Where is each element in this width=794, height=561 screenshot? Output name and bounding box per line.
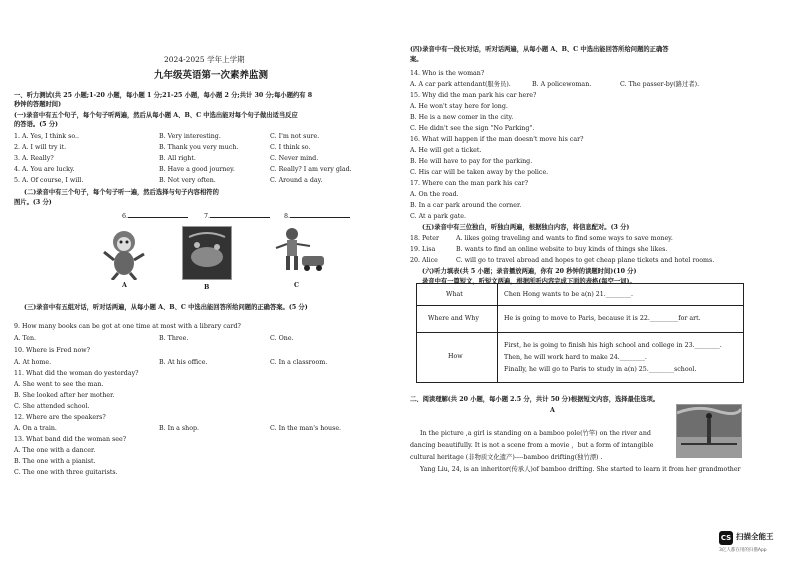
list-item: B. A policewoman.: [532, 81, 592, 88]
list-item: B. All right.: [159, 155, 196, 162]
reading-heading: 二、阅读理解(共 20 小题，每小题 2.5 分，共计 50 分)根据短文内容，选择最佳选项。: [410, 396, 660, 403]
section2-instr-2: 图片。(3 分): [14, 199, 52, 206]
table-cell: He is going to move to Paris, because it is 22._________for art.: [504, 315, 701, 322]
match-item: B. wants to find an online website to buy kinds of things she likes.: [456, 246, 668, 253]
list-item: A. He won't stay here for long.: [410, 103, 508, 110]
list-item: A. At home.: [14, 359, 52, 366]
cs-logo-icon: CS: [719, 531, 733, 545]
match-item: 18. Peter: [410, 235, 439, 242]
pic-num-7: 7.: [204, 211, 270, 221]
list-item: B. She looked after her mother.: [14, 392, 115, 399]
passage-line: In the picture ,a girl is standing on a bamboo pole(竹竿) on the river and: [420, 430, 651, 437]
list-item: C. He didn't see the sign "No Parking".: [410, 125, 535, 132]
match-item: 19. Lisa: [410, 246, 436, 253]
list-item: C. The passer-by(路过者).: [620, 81, 700, 88]
scanner-watermark: [719, 531, 779, 555]
list-item: B. Thank you very much.: [159, 144, 239, 151]
list-item: A. On the road.: [410, 191, 459, 198]
list-item: C. One.: [270, 335, 294, 342]
page-title: 九年级英语第一次素养监测: [154, 70, 269, 81]
list-item: 2. A. I will try it.: [14, 144, 67, 151]
section6-instr-2: 录音中有一篇短文，听短文两遍，根据所听内容完成下面的表格(每空一词)。: [422, 278, 636, 285]
question-17: 17. Where can the man park his car?: [410, 180, 529, 187]
passage-line: cultural heritage (非物质文化遗产)----bamboo drifting(独竹漂) .: [410, 454, 603, 461]
school-year: 2024-2025 学年上学期: [164, 55, 245, 64]
match-item: A. likes going traveling and wants to find some ways to save money.: [456, 235, 673, 242]
table-divider: [416, 332, 743, 333]
list-item: B. The one with a pianist.: [14, 458, 96, 465]
section5-instr: (五)录音中有三位独白，听独白两遍，根据独白内容，将信息配对。(3 分): [422, 224, 630, 231]
section4-instr: (四)录音中有一段长对话，听对话两遍，从每小题 A、B、C 中选出能回答所给问题的正确答: [410, 46, 669, 53]
section4-instr-2: 案。: [410, 56, 423, 63]
table-cell: Finally, he will go to Paris to study in a(n) 25.________school.: [504, 366, 697, 373]
list-item: B. Three.: [159, 335, 189, 342]
watermark-app: 扫描全能王: [736, 532, 774, 541]
list-item: B. Have a good journey.: [159, 166, 235, 173]
table-divider: [416, 305, 743, 306]
table-cell: What: [446, 291, 463, 298]
list-item: B. At his office.: [159, 359, 208, 366]
list-item: B. Very interesting.: [159, 133, 221, 140]
pic-label-a: A: [122, 282, 127, 289]
question-15: 15. Why did the man park his car here?: [410, 92, 537, 99]
question-16: 16. What will happen if the man doesn't move his car?: [410, 136, 584, 143]
pic-num-8: 8.: [284, 211, 350, 221]
passage-label: A: [550, 407, 555, 414]
table-cell: How: [448, 353, 463, 360]
question-11: 11. What did the woman do yesterday?: [14, 370, 139, 377]
list-item: C. Never mind.: [270, 155, 319, 162]
table-cell: Then, he will work hard to make 24.________.: [504, 354, 647, 361]
list-item: A. The one with a dancer.: [14, 447, 96, 454]
question-13: 13. What band did the woman see?: [14, 436, 127, 443]
passage-line: dancing beautifully. It is not a scene from a movie ，but a form of intangible: [410, 442, 654, 449]
list-item: B. He will have to pay for the parking.: [410, 158, 533, 165]
list-item: B. In a car park around the corner.: [410, 202, 522, 209]
list-item: C. In a classroom.: [270, 359, 328, 366]
question-9: 9. How many books can be got at one time at most with a library card?: [14, 323, 241, 330]
question-14: 14. Who is the woman?: [410, 70, 485, 77]
match-item: C. will go to travel abroad and hopes to get cheap plane tickets and hotel rooms.: [456, 257, 715, 264]
list-item: C. Around a day.: [270, 177, 323, 184]
section1-instr-2: 的答语。(5 分): [14, 121, 59, 128]
bamboo-drifting-photo: [676, 404, 742, 458]
list-item: C. His car will be taken away by the police.: [410, 169, 549, 176]
question-10: 10. Where is Fred now?: [14, 347, 91, 354]
pic-label-b: B: [204, 284, 210, 291]
listening-intro-2: 秒钟的答题时间): [14, 101, 62, 108]
listening-intro: 一、听力测试(共 25 小题;1-20 小题，每小题 1 分;21-25 小题，每小题 2 分;共计 30 分;每小题约有 8: [14, 92, 313, 99]
monkey-picture: [102, 228, 147, 280]
list-item: A. Ten.: [14, 335, 37, 342]
list-item: C. Really? I am very glad.: [270, 166, 352, 173]
man-car-picture: [270, 226, 325, 280]
table-cell: Chen Hong wants to be a(n) 21.________.: [504, 291, 634, 298]
list-item: C. In the man's house.: [270, 425, 342, 432]
list-item: 5. A. Of course, I will.: [14, 177, 84, 184]
list-item: 3. A. Really?: [14, 155, 54, 162]
list-item: A. She went to see the man.: [14, 381, 104, 388]
list-item: B. Not very often.: [159, 177, 216, 184]
list-item: A. He will get a ticket.: [410, 147, 482, 154]
question-12: 12. Where are the speakers?: [14, 414, 106, 421]
list-item: 4. A. You are lucky.: [14, 166, 75, 173]
list-item: A. On a train.: [14, 425, 57, 432]
section3-instr: (三)录音中有五组对话，听对话两遍，从每小题 A、B、C 中选出能回答所给问题的正确答案。(5 分): [24, 304, 308, 311]
list-item: B. He is a new comer in the city.: [410, 114, 514, 121]
watermark-sub: 3亿人都在用的扫描App: [719, 548, 767, 553]
list-item: C. I'm not sure.: [270, 133, 320, 140]
table-cell: First, he is going to finish his high school and college in 23.________.: [504, 342, 722, 349]
table-cell: Where and Why: [428, 315, 479, 322]
list-item: C. At a park gate.: [410, 213, 466, 220]
list-item: C. I think so.: [270, 144, 311, 151]
list-item: 1. A. Yes, I think so..: [14, 133, 80, 140]
list-item: C. She attended school.: [14, 403, 90, 410]
list-item: C. The one with three guitarists.: [14, 469, 118, 476]
pic-num-6: 6.: [122, 211, 188, 221]
scene-picture: [182, 226, 232, 280]
section2-instr: (二)录音中有三个句子，每个句子听一遍，然后选择与句子内容相符的: [24, 189, 219, 196]
section6-instr: (六)听力填表(共 5 小题；录音播放两遍，你有 20 秒钟的读题时间)(10 分): [422, 268, 637, 275]
list-item: A. A car park attendant(服务员).: [410, 81, 511, 88]
passage-line: Yang Liu, 24, is an inheritor(传承人)of bamboo drifting. She started to learn it from her grandmother: [420, 466, 741, 473]
pic-label-c: C: [294, 282, 300, 289]
match-item: 20. Alice: [410, 257, 438, 264]
list-item: B. In a shop.: [159, 425, 200, 432]
section1-instr: (一)录音中有五个句子，每个句子听两遍，然后从每小题 A、B、C 中选出能对每个句子做出适当反应: [14, 112, 298, 119]
